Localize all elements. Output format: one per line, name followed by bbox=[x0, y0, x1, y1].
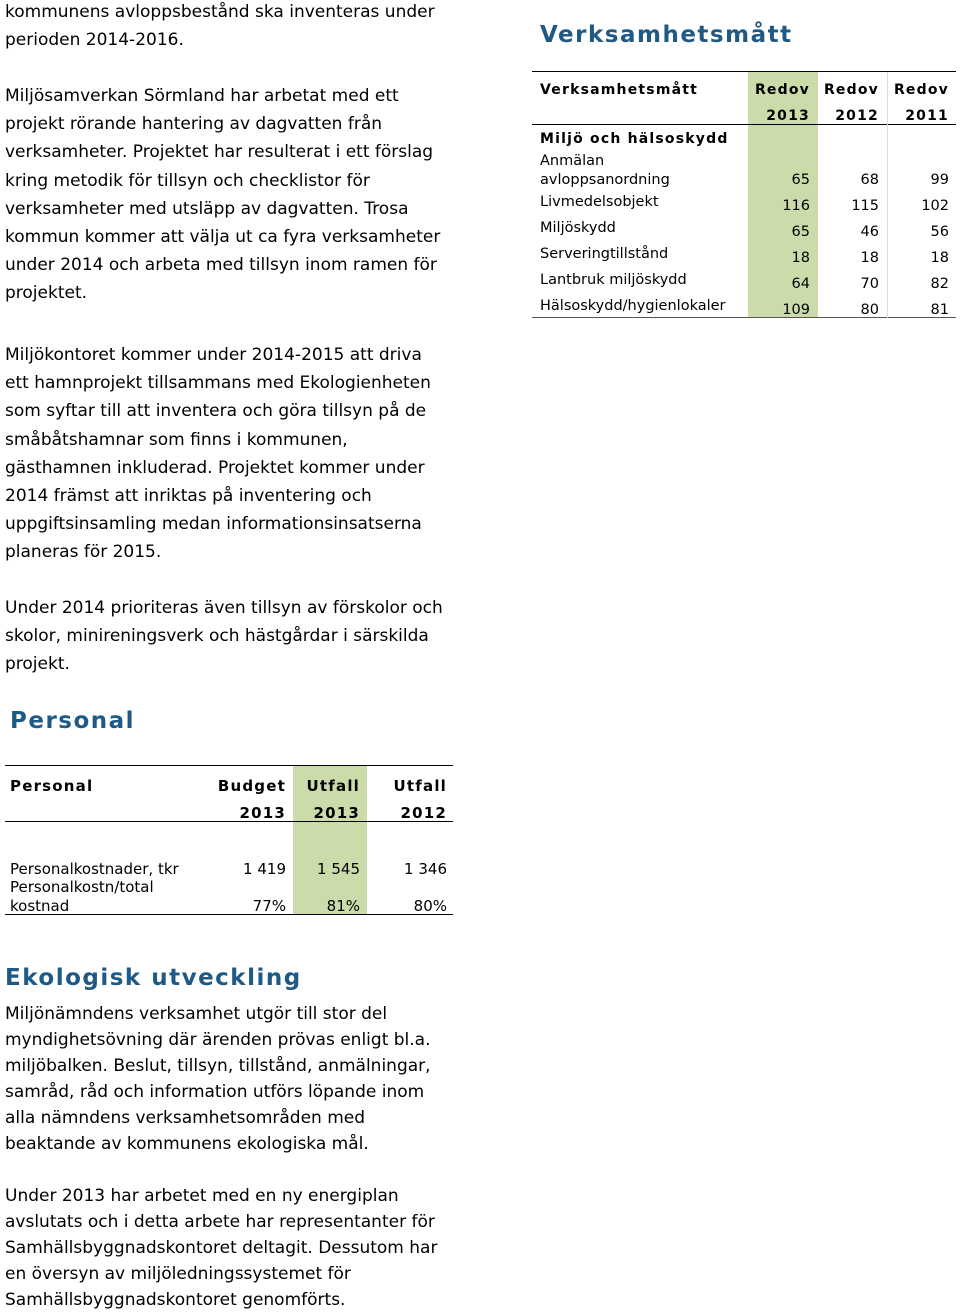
personal-heading: Personal bbox=[10, 708, 136, 734]
row-value: 99 bbox=[930, 172, 949, 188]
ekologisk-heading: Ekologisk utveckling bbox=[5, 965, 302, 991]
intro-paragraph-2: Miljösamverkan Sörmland har arbetat med ett projekt rörande hantering av dagvatten från verksamheter. Projektet har resulterat i ett förslag kring metodik för tillsyn och checklistor för verksamheter med utsläpp av dagvatten. Trosa kommun kommer att välja ut ca fyra verksamheter under 2014 och arbeta med tillsyn inom ramen för projektet. bbox=[5, 86, 441, 304]
row-value: 64 bbox=[791, 276, 810, 292]
row-value: 1 346 bbox=[404, 860, 447, 878]
col-header-year: 2012 bbox=[835, 108, 879, 124]
col-header-year: 2012 bbox=[400, 804, 447, 822]
row-label: Livmedelsobjekt bbox=[540, 194, 659, 210]
row-label: Anmälan avloppsanordning bbox=[540, 153, 670, 188]
row-value: 1 545 bbox=[317, 860, 360, 878]
col-header-top: Redov bbox=[823, 82, 879, 98]
col-header-year: 2011 bbox=[905, 108, 949, 124]
verksamhet-col-label: Verksamhetsmått bbox=[540, 82, 699, 98]
row-value: 68 bbox=[860, 172, 879, 188]
row-value: 81 bbox=[930, 302, 949, 318]
row-value: 82 bbox=[930, 276, 949, 292]
row-label: Hälsoskydd/hygienlokaler bbox=[540, 298, 726, 314]
ekologisk-paragraph-1: Miljönämndens verksamhet utgör till stor del myndighetsövning där ärenden prövas enligt bl.a. miljöbalken. Beslut, tillsyn, tillstånd, anmälningar, samråd, råd och information utförs löpande inom alla nämndens verksamhetsområden med beaktande av kommunens ekologiska mål. bbox=[5, 1004, 431, 1154]
ekologisk-paragraph-2: Under 2013 har arbetet med en ny energiplan avslutats och i detta arbete har representanter för Samhällsbyggnadskontoret deltagit. Dessutom har en översyn av miljöledningssystemet för Samhällsbyggnadskontoret genomförts. bbox=[5, 1186, 438, 1310]
table-top-rule bbox=[5, 765, 453, 766]
row-value: 70 bbox=[860, 276, 879, 292]
col-header-year: 2013 bbox=[766, 108, 810, 124]
row-value: 18 bbox=[930, 250, 949, 266]
row-value: 1 419 bbox=[243, 860, 286, 878]
row-value: 18 bbox=[860, 250, 879, 266]
row-value: 46 bbox=[860, 224, 879, 240]
row-value: 77% bbox=[252, 897, 286, 915]
table-header-rule bbox=[532, 124, 956, 125]
personal-col-label: Personal bbox=[10, 777, 94, 795]
group-label: Miljö och hälsoskydd bbox=[540, 131, 729, 147]
row-value: 80 bbox=[860, 302, 879, 318]
row-value: 115 bbox=[851, 198, 879, 214]
row-value: 80% bbox=[413, 897, 447, 915]
col-header-year: 2013 bbox=[313, 804, 360, 822]
intro-paragraph-4: Under 2014 prioriteras även tillsyn av förskolor och skolor, minireningsverk och hästgårdar i särskilda projekt. bbox=[5, 598, 443, 675]
row-label: Personalkostnader, tkr bbox=[10, 860, 179, 878]
row-value: 81% bbox=[326, 897, 360, 915]
row-label: Miljöskydd bbox=[540, 220, 616, 236]
row-value: 56 bbox=[930, 224, 949, 240]
row-label: Lantbruk miljöskydd bbox=[540, 272, 687, 288]
row-label: Personalkostn/total kostnad bbox=[10, 878, 154, 915]
col-header-year: 2013 bbox=[239, 804, 286, 822]
row-value: 18 bbox=[791, 250, 810, 266]
col-header-top: Utfall bbox=[393, 777, 447, 795]
intro-paragraph-3: Miljökontoret kommer under 2014-2015 att driva ett hamnprojekt tillsammans med Ekologienheten som syftar till att inventera och göra tillsyn på de småbåtshamnar som finns i kommunen, gästhamnen inkluderad. Projektet kommer under 2014 främst att inriktas på inventering och uppgiftsinsamling medan informationsinsatserna planeras för 2015. bbox=[5, 345, 431, 563]
row-value: 116 bbox=[782, 198, 810, 214]
row-label: Serveringtillstånd bbox=[540, 246, 669, 262]
verksamhet-heading: Verksamhetsmått bbox=[540, 22, 793, 48]
col-header-top: Redov bbox=[754, 82, 810, 98]
row-value: 65 bbox=[791, 224, 810, 240]
row-value: 109 bbox=[782, 302, 810, 318]
row-value: 65 bbox=[791, 172, 810, 188]
col-header-top: Budget bbox=[217, 777, 286, 795]
row-value: 102 bbox=[921, 198, 949, 214]
col-header-top: Utfall bbox=[306, 777, 360, 795]
table-top-rule bbox=[532, 71, 956, 72]
intro-paragraph-1: kommunens avloppsbestånd ska inventeras under perioden 2014-2016. bbox=[5, 2, 435, 51]
col-header-top: Redov bbox=[893, 82, 949, 98]
